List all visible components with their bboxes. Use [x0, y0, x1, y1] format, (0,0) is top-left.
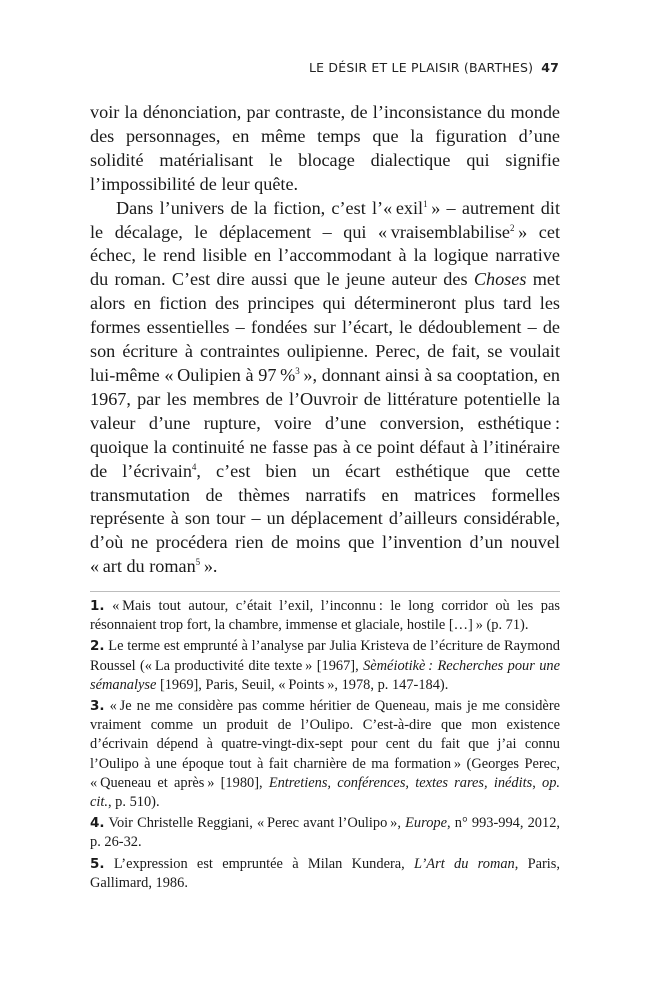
footnote-text: Voir Christelle Reggiani, « Perec avant l’Oulipo »,: [104, 815, 406, 832]
footnote-text: « Mais tout autour, c’était l’exil, l’inconnu : le long corridor où les pas résonnaient trop fort, la chambre, immense et glaciale, hostile […] » (p. 71).: [90, 598, 560, 634]
paragraph-2-text: », donnant ainsi à sa cooptation, en 1967, par les membres de l’Ouvroir de littérature potentielle la valeur d’une rupture, voire d’une conversion, esthétique : quoique la continuité ne fasse pas à ce point défaut à l’itinéraire de l’écrivain: [90, 364, 560, 481]
footnote-text: [1969], Paris, Seuil, « Points », 1978, p. 147-184).: [156, 676, 449, 693]
footnote-number: 3.: [90, 698, 105, 715]
footnote-3: [90, 697, 560, 812]
footnote-italic-title: Europe: [405, 815, 447, 832]
footnote-number: 5.: [90, 855, 105, 872]
paragraph-2-text: » – autrement dit le décalage, le déplacement – qui « vraisemblabilise: [90, 197, 561, 242]
running-title: LE DÉSIR ET LE PLAISIR (BARTHES): [308, 60, 534, 75]
footnote-ref-1[interactable]: 1: [423, 198, 428, 209]
footnote-ref-3[interactable]: 3: [295, 365, 300, 376]
book-title-choses: Choses: [473, 269, 527, 290]
paragraph-2-text: met alors en fiction des principes qui détermineront plus tard les formes essentielles – fondées sur l’écart, le dédoublement – de son écriture à contraintes oulipienne. Perec, de fait, se voulait lui-même « Oulipien à 97 %: [90, 269, 560, 385]
footnote-5: [90, 855, 560, 893]
footnote-text: L’expression est empruntée à Milan Kundera,: [104, 855, 415, 872]
footnote-text: « Je ne me considère pas comme héritier de Queneau, mais je me considère vraiment comme un produit de l’Oulipo. C’est-à-dire que mon existence d’écrivain dépend à quatre-vingt-dix-sept pour cent du fait que j’ai connu l’Oulipo à une époque tout à fait charnière de ma formation » (Georges Perec, « Queneau et après » [1980],: [90, 698, 560, 791]
footnote-italic-title: L’Art du roman: [414, 855, 515, 872]
footnote-number: 2.: [90, 638, 105, 655]
footnote-4: [90, 814, 560, 852]
paragraph-2-text: » cet échec, le rend lisible en l’accommodant à la logique narrative du roman. C’est dire aussi que le jeune auteur des: [90, 221, 561, 290]
page-number: 47: [541, 60, 559, 75]
paragraph-1: voir la dénonciation, par contraste, de l’inconsistance du monde des personnages, en même temps que la figuration d’une solidité matérialisant le blocage dialectique qui signifie l’impossibilité de leur quête.: [90, 102, 560, 194]
footnote-ref-5[interactable]: 5: [195, 557, 201, 568]
footnotes: [90, 597, 560, 895]
footnote-text: , n° 993-994, 2012, p. 26-32.: [90, 815, 560, 851]
footnote-separator: [90, 591, 560, 592]
footnote-text: ,: [532, 774, 543, 791]
footnote-ref-2[interactable]: 2: [510, 222, 515, 233]
paragraph-2-text: ».: [200, 556, 218, 577]
footnote-italic-title: Entretiens, conférences, textes rares, inédits: [268, 774, 533, 791]
footnote-number: 1.: [90, 598, 105, 614]
footnote-ref-4[interactable]: 4: [191, 461, 197, 472]
footnote-italic-abbrev: op. cit.: [90, 774, 561, 811]
footnote-text: Le terme est emprunté à l’analyse par Julia Kristeva de l’écriture de Raymond Roussel (« La productivité dite texte » [1967],: [90, 638, 560, 674]
footnote-1: [90, 597, 560, 635]
paragraph-2: [90, 197, 560, 580]
footnote-text: , p. 510).: [107, 794, 160, 811]
running-head: [309, 60, 559, 75]
paragraph-2-text: Dans l’univers de la fiction, c’est l’« exil: [116, 197, 424, 218]
footnote-2: [90, 637, 560, 695]
footnote-number: 4.: [90, 815, 105, 832]
footnote-text: , Paris, Gallimard, 1986.: [90, 855, 561, 891]
footnote-italic-title: Sèméiotikè : Recherches pour une sémanalyse: [90, 657, 560, 693]
paragraph-2-text: , c’est bien un écart esthétique que cette transmutation de thèmes narratifs en matrices formelles représente à son tour – un déplacement d’ailleurs considérable, d’où ne procédera rien de moins que l’invention d’un nouvel « art du roman: [90, 460, 560, 577]
body-text: [90, 101, 560, 579]
